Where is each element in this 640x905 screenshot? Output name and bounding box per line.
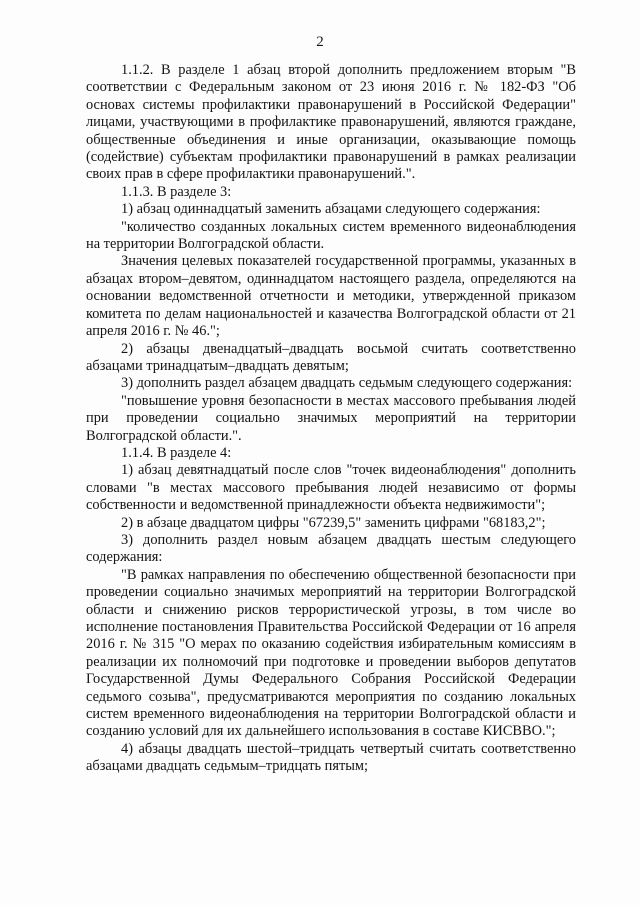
paragraph-1-1-4-item-3: 3) дополнить раздел новым абзацем двадцать шестым следующего содержания:: [86, 531, 576, 566]
paragraph-1-1-2: 1.1.2. В разделе 1 абзац второй дополнить предложением вторым "В соответствии с Федеральным законом от 23 июня 2016 г. № 182-ФЗ "Об основах системы профилактики правонарушений в Российской Федерации" лицами, участвующими в профилактике правонарушений, являются граждане, общественные объединения и иные организации, оказывающие помощь (содействие) субъектам профилактики правонарушений в рамках реализации своих прав в сфере профилактики правонарушений.".: [86, 62, 576, 183]
paragraph-1-1-4-item-2: 2) в абзаце двадцатом цифры "67239,5" заменить цифрами "68183,2";: [121, 514, 546, 531]
paragraph-quote-public-safety: "В рамках направления по обеспечению общественной безопасности при проведении социально значимых мероприятий на территории Волгоградской области и снижению рисков террористической угрозы, в том числе во исполнение постановления Правительства Российской Федерации от 16 апреля 2016 г. № 315 "О мерах по оказанию содействия избирательным комиссиям в реализации их полномочий при подготовке и проведении выборов депутатов Государственной Думы Федерального Собрания Российской Федерации седьмого созыва", предусматриваются мероприятия по созданию локальных систем временного видеонаблюдения на территории Волгоградской области и созданию условий для их дальнейшего использования в составе КИСВВО.";: [86, 566, 576, 740]
document-body: [86, 62, 576, 776]
paragraph-1-1-4-item-1: 1) абзац девятнадцатый после слов "точек видеонаблюдения" дополнить словами "в местах массового пребывания людей независимо от формы собственности и ведомственной принадлежности объекта недвижимости";: [86, 462, 576, 514]
paragraph-1-1-3-item-1: 1) абзац одиннадцатый заменить абзацами следующего содержания:: [121, 201, 541, 218]
paragraph-1-1-3-heading: 1.1.3. В разделе 3:: [121, 183, 232, 200]
paragraph-quote-safety-level: "повышение уровня безопасности в местах массового пребывания людей при проведении социально значимых мероприятий на территории Волгоградской области.".: [86, 392, 576, 444]
paragraph-1-1-3-item-3: 3) дополнить раздел абзацем двадцать седьмым следующего содержания:: [121, 375, 573, 392]
paragraph-1-1-4-item-4: 4) абзацы двадцать шестой–тридцать четвертый считать соответственно абзацами двадцать седьмым–тридцать пятым;: [86, 740, 576, 775]
paragraph-target-values: Значения целевых показателей государственной программы, указанных в абзацах втором–девятом, одиннадцатом настоящего раздела, определяются на основании ведомственной отчетности и методики, утвержденной приказом комитета по делам национальностей и казачества Волгоградской области от 21 апреля 2016 г. № 46.";: [86, 253, 576, 340]
paragraph-1-1-3-item-2: 2) абзацы двенадцатый–двадцать восьмой считать соответственно абзацами тринадцатым–двадцать девятым;: [86, 340, 576, 374]
page-number: 2: [316, 34, 324, 50]
paragraph-1-1-4-heading: 1.1.4. В разделе 4:: [121, 444, 232, 461]
paragraph-quote-video-systems: "количество созданных локальных систем временного видеонаблюдения на территории Волгоградской области.: [86, 218, 576, 253]
